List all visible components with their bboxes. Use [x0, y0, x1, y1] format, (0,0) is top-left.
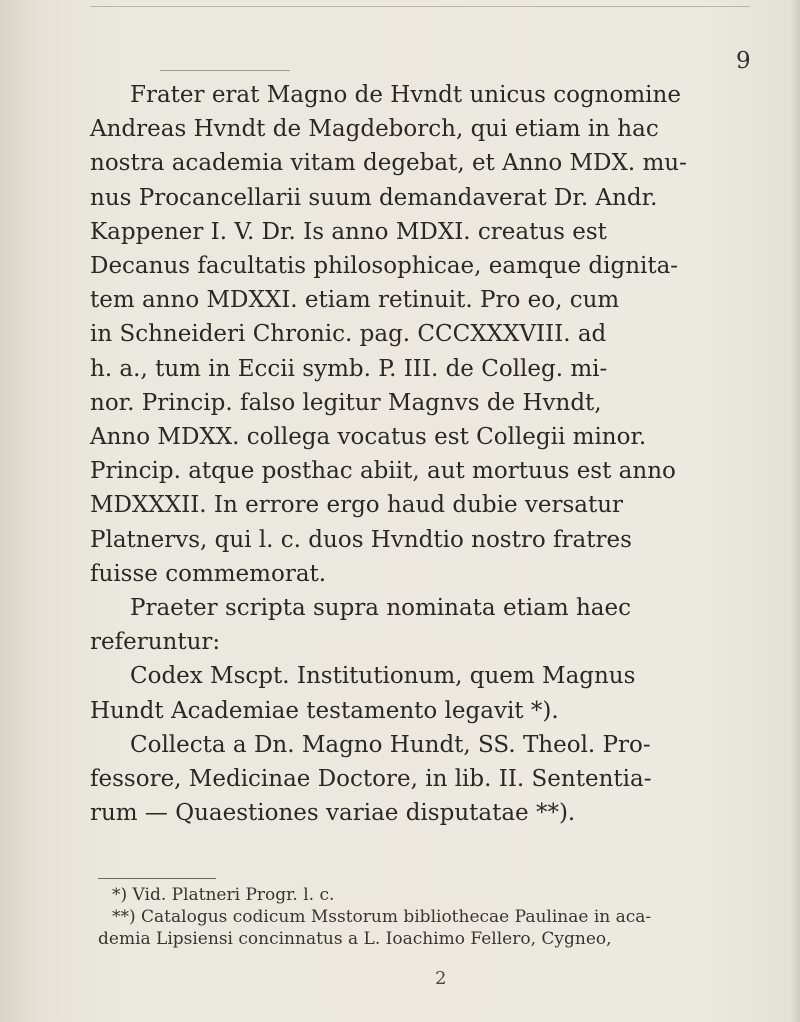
text-line: fessore, Medicinae Doctore, in lib. II. Sententia- — [90, 766, 652, 793]
text-line: Praeter scripta supra nominata etiam haec — [130, 595, 632, 622]
header-rule — [160, 70, 290, 71]
text-line: tem anno MDXXI. etiam retinuit. Pro eo, cum — [90, 287, 620, 314]
text-line: rum — Quaestiones variae disputatae **). — [90, 800, 576, 827]
text-line: MDXXXII. In errore ergo haud dubie versatur — [90, 492, 624, 519]
page-number: 9 — [736, 48, 751, 74]
text-line: nus Procancellarii suum demandaverat Dr. Andr. — [90, 184, 658, 211]
text-line: fuisse commemorat. — [90, 560, 327, 587]
text-line: h. a., tum in Eccii symb. P. III. de Colleg. mi- — [90, 355, 608, 382]
top-edge-rule — [90, 0, 750, 7]
text-line: Platnervs, qui l. c. duos Hvndtio nostro fratres — [90, 526, 632, 553]
text-line: Hundt Academiae testamento legavit *). — [90, 697, 559, 724]
footnote-line: **) Catalogus codicum Msstorum bibliothecae Paulinae in aca- — [112, 907, 652, 927]
signature-mark: 2 — [435, 968, 447, 989]
text-line: Kappener I. V. Dr. Is anno MDXI. creatus est — [90, 218, 607, 245]
text-line: Codex Mscpt. Institutionum, quem Magnus — [130, 663, 636, 690]
footnotes — [98, 884, 718, 950]
text-line: Decanus facultatis philosophicae, eamque dignita- — [90, 253, 679, 280]
main-text — [90, 78, 710, 830]
footnote-line: *) Vid. Platneri Progr. l. c. — [112, 885, 335, 905]
text-line: in Schneideri Chronic. pag. CCCXXXVIII. ad — [90, 321, 607, 348]
text-line: Collecta a Dn. Magno Hundt, SS. Theol. Pro- — [130, 731, 651, 758]
text-line: referuntur: — [90, 629, 221, 656]
text-line: Frater erat Magno de Hvndt unicus cognomine — [130, 82, 681, 108]
text-line: nostra academia vitam degebat, et Anno MDX. mu- — [90, 150, 687, 177]
text-line: nor. Princip. falso legitur Magnvs de Hvndt, — [90, 389, 602, 416]
text-line: Andreas Hvndt de Magdeborch, qui etiam in hac — [90, 116, 659, 143]
text-line: Anno MDXX. collega vocatus est Collegii minor. — [90, 424, 647, 451]
footnote-line: demia Lipsiensi concinnatus a L. Ioachimo Fellero, Cygneo, — [98, 929, 612, 949]
text-line: Princip. atque posthac abiit, aut mortuus est anno — [90, 458, 676, 485]
footnote-separator — [98, 878, 216, 879]
